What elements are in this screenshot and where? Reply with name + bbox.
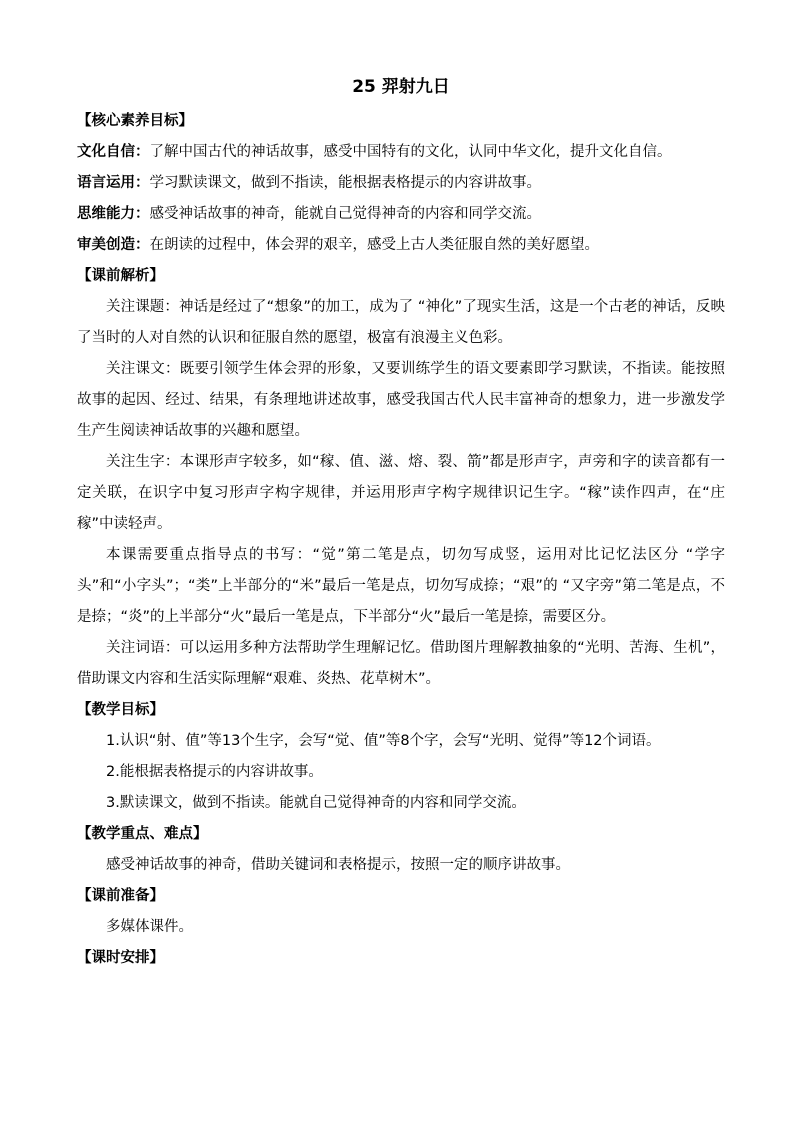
goal-text: 了解中国古代的神话故事，感受中国特有的文化，认同中华文化，提升文化自信。 <box>149 144 672 160</box>
document-title: 25 羿射九日 <box>352 77 450 97</box>
preparation-text: 多媒体课件。 <box>106 919 193 935</box>
goal-text: 在朗读的过程中，体会羿的艰辛，感受上古人类征服自然的美好愿望。 <box>149 237 599 253</box>
paragraph-writing: 本课需要重点指导点的书写：“觉”第二笔是点，切勿写成竖，运用对比记忆法区分 “学字头”和“小字头”；“类”上半部分的“米”最后一笔是点，切勿写成捺；“艰”的 “又字旁”第二笔是点，不是捺；“炎”的上半部分“火”最后一笔是点，下半部分“火”最后一笔是捺，需要区分。 <box>77 547 725 625</box>
paragraph-topic: 关注课题：神话是经过了“想象”的加工，成为了 “神化”了现实生活，这是一个古老的神话，反映了当时的人对自然的认识和征服自然的愿望，极富有浪漫主义色彩。 <box>77 299 725 346</box>
goal-label: 语言运用： <box>77 175 150 191</box>
paragraph-characters: 关注生字：本课形声字较多，如“稼、值、滋、熔、裂、箭”都是形声字，声旁和字的读音都有一定关联，在识字中复习形声字构字规律，并运用形声字构字规律识记生字。“稼”读作四声，在“庄稼”中读轻声。 <box>77 454 725 532</box>
goal-label: 文化自信： <box>77 144 150 160</box>
goal-label: 审美创造： <box>77 237 150 253</box>
section-heading-schedule: 【课时安排】 <box>77 950 164 966</box>
paragraph-words: 关注词语：可以运用多种方法帮助学生理解记忆。借助图片理解教抽象的“光明、苦海、生机”，借助课文内容和生活实际理解“艰难、炎热、花草树木”。 <box>77 640 725 687</box>
goal-label: 思维能力： <box>77 206 150 222</box>
section-heading-preparation: 【课前准备】 <box>77 888 164 904</box>
section-heading-teaching-goals: 【教学目标】 <box>77 702 164 718</box>
document-page <box>77 74 725 974</box>
goal-language <box>77 168 725 199</box>
teaching-goal-item: 1.认识“射、值”等13个生字，会写“觉、值”等8个字，会写“光明、觉得”等12个词语。 <box>106 733 661 749</box>
section-heading-pre-analysis: 【课前解析】 <box>77 268 164 284</box>
goal-thinking <box>77 199 725 230</box>
goal-aesthetic <box>77 230 725 261</box>
teaching-goal-item: 2.能根据表格提示的内容讲故事。 <box>106 764 323 780</box>
section-heading-key-points: 【教学重点、难点】 <box>77 826 208 842</box>
goal-text: 学习默读课文，做到不指读，能根据表格提示的内容讲故事。 <box>149 175 541 191</box>
key-points-text: 感受神话故事的神奇，借助关键词和表格提示，按照一定的顺序讲故事。 <box>106 857 570 873</box>
goal-culture <box>77 137 725 168</box>
teaching-goal-item: 3.默读课文，做到不指读。能就自己觉得神奇的内容和同学交流。 <box>106 795 526 811</box>
section-heading-core-goals: 【核心素养目标】 <box>77 113 193 129</box>
paragraph-text: 关注课文：既要引领学生体会羿的形象，又要训练学生的语文要素即学习默读，不指读。能按照故事的起因、经过、结果，有条理地讲述故事，感受我国古代人民丰富神奇的想象力，进一步激发学生产生阅读神话故事的兴趣和愿望。 <box>77 361 725 439</box>
goal-text: 感受神话故事的神奇，能就自己觉得神奇的内容和同学交流。 <box>149 206 541 222</box>
